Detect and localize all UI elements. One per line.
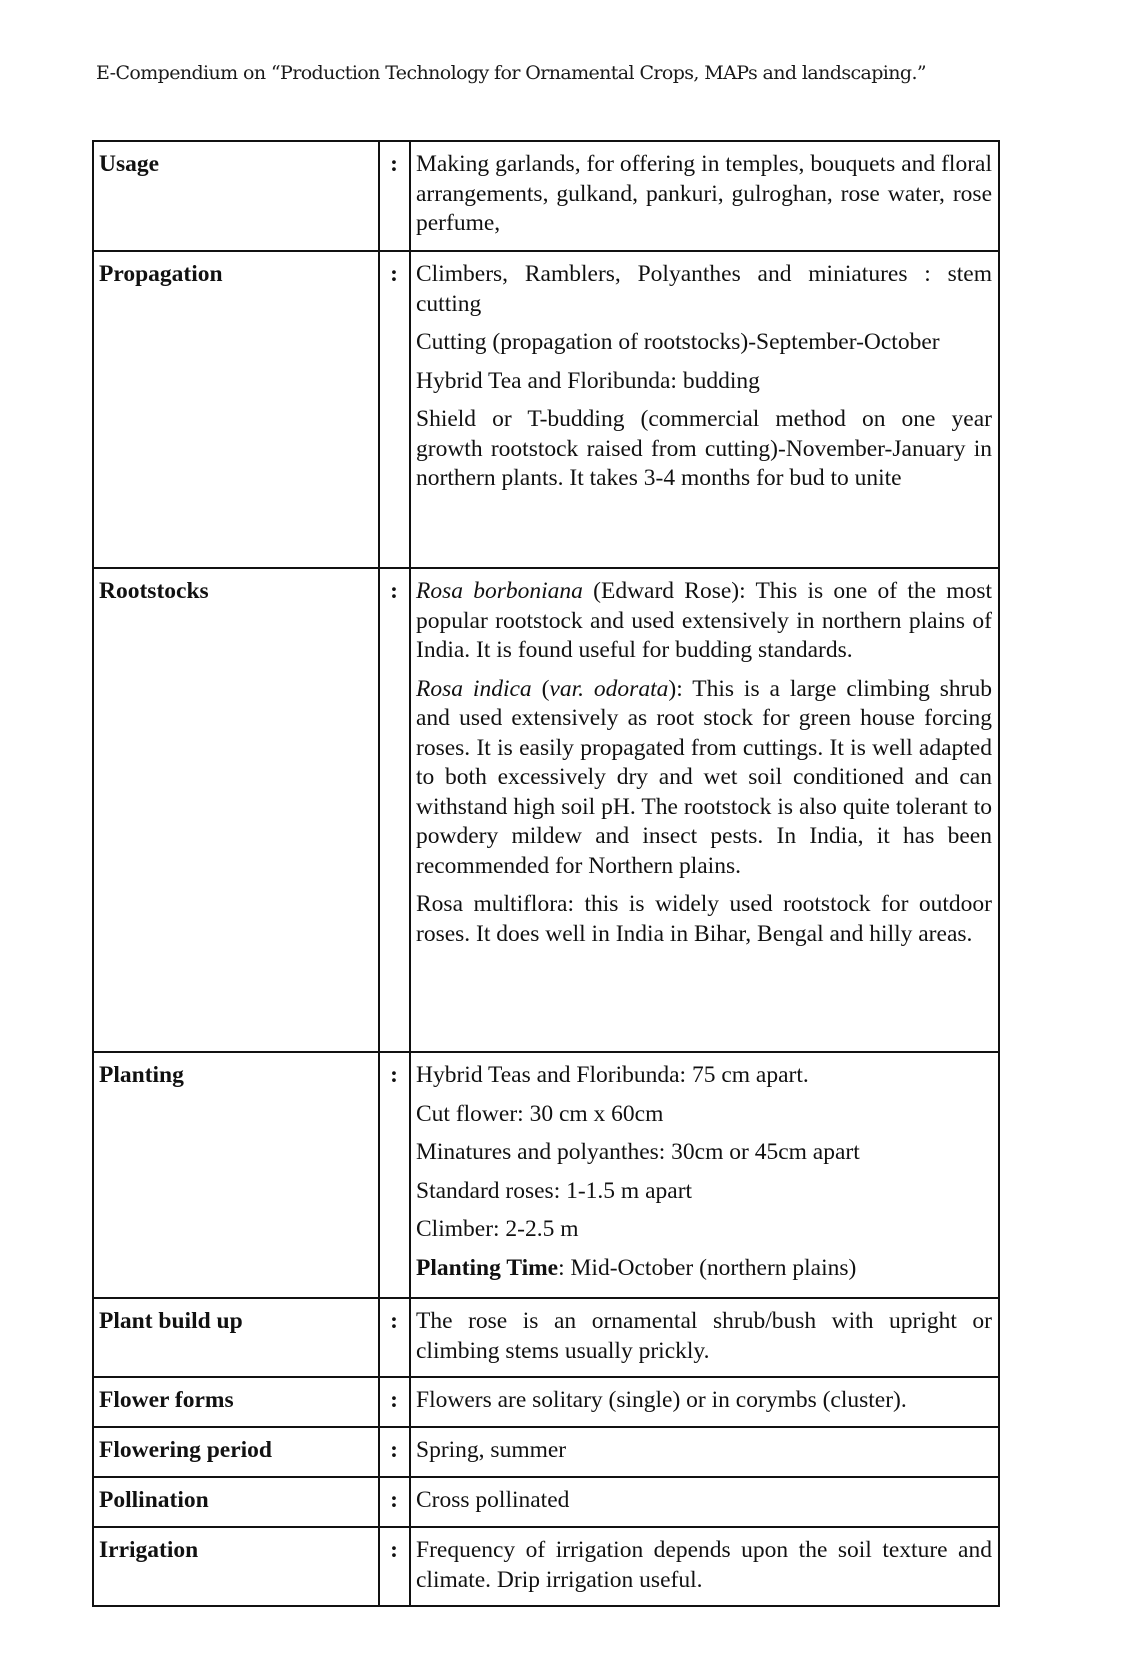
row-value xyxy=(410,1477,999,1527)
value-paragraph: Making garlands, for offering in temples, bouquets and floral arrangements, gulkand, pankuri, gulroghan, rose water, rose perfume, xyxy=(416,151,992,236)
row-label: Propagation xyxy=(93,251,379,568)
row-label: Usage xyxy=(93,141,379,251)
species-name: Rosa borboniana xyxy=(416,578,583,604)
value-paragraph: Minatures and polyanthes: 30cm or 45cm apart xyxy=(416,1139,860,1165)
value-paragraph: Shield or T-budding (commercial method on one year growth rootstock raised from cutting)-November-January in northern plants. It takes 3-4 months for bud to unite xyxy=(416,406,992,491)
value-paragraph: Cut flower: 30 cm x 60cm xyxy=(416,1100,664,1127)
planting-time-value: : Mid-October (northern plains) xyxy=(558,1254,857,1281)
table-row-flower-forms xyxy=(93,1377,999,1427)
rootstock-description: ): This is a large climbing shrub and used extensively as root stock for green house forcing roses. It is easily propagated from cuttings. It is well adapted to both excessively dry and wet soil conditioned and can withstand high soil pH. The rootstock is also quite tolerant to powdery mildew and insect pests. In India, it has been recommended for Northern plains. xyxy=(416,675,993,879)
row-separator: : xyxy=(379,1298,410,1377)
table-row-irrigation xyxy=(93,1527,999,1606)
row-label: Planting xyxy=(93,1052,379,1298)
row-label: Irrigation xyxy=(93,1527,379,1606)
table-row-flowering-period xyxy=(93,1427,999,1477)
row-separator: : xyxy=(379,568,410,1052)
row-value xyxy=(410,1298,999,1377)
paren-text: ( xyxy=(531,675,550,702)
row-label: Pollination xyxy=(93,1477,379,1527)
row-label: Plant build up xyxy=(93,1298,379,1377)
variety-name: var. odorata xyxy=(549,675,669,702)
value-paragraph: Climbers, Ramblers, Polyanthes and miniatures : stem cutting xyxy=(416,261,992,317)
row-value xyxy=(410,568,999,1052)
row-separator: : xyxy=(379,1377,410,1427)
row-value xyxy=(410,1527,999,1606)
table-row-propagation xyxy=(93,251,999,568)
table-row-pollination xyxy=(93,1477,999,1527)
species-name: Rosa indica xyxy=(416,675,532,702)
row-value xyxy=(410,1377,999,1427)
page-header-title: E-Compendium on “Production Technology for Ornamental Crops, MAPs and landscaping.” xyxy=(96,62,927,84)
row-separator: : xyxy=(379,1427,410,1477)
row-value xyxy=(410,1052,999,1298)
rootstock-entry xyxy=(416,577,992,666)
row-separator: : xyxy=(379,1527,410,1606)
value-paragraph: Cross pollinated xyxy=(416,1487,570,1513)
row-value xyxy=(410,141,999,251)
rootstock-entry xyxy=(416,675,992,882)
row-separator: : xyxy=(379,251,410,568)
planting-time xyxy=(416,1254,992,1284)
table-row-plant-build-up xyxy=(93,1298,999,1377)
value-paragraph: Climber: 2-2.5 m xyxy=(416,1216,579,1242)
table-row-rootstocks xyxy=(93,568,999,1052)
row-value xyxy=(410,251,999,568)
row-value xyxy=(410,1427,999,1477)
value-paragraph: Hybrid Tea and Floribunda: budding xyxy=(416,367,760,394)
row-separator: : xyxy=(379,141,410,251)
table-row-usage xyxy=(93,141,999,251)
row-separator: : xyxy=(379,1477,410,1527)
row-label: Flowering period xyxy=(93,1427,379,1477)
value-paragraph: Spring, summer xyxy=(416,1437,567,1463)
value-paragraph: Frequency of irrigation depends upon the soil texture and climate. Drip irrigation useful. xyxy=(416,1537,992,1593)
row-separator: : xyxy=(379,1052,410,1298)
rootstock-description: Rosa multiflora: this is widely used rootstock for outdoor roses. It does well in India in Bihar, Bengal and hilly areas. xyxy=(416,891,992,947)
table-row-planting xyxy=(93,1052,999,1298)
row-label: Flower forms xyxy=(93,1377,379,1427)
value-paragraph: Standard roses: 1-1.5 m apart xyxy=(416,1177,693,1204)
planting-time-label: Planting Time xyxy=(416,1254,559,1281)
value-paragraph: Flowers are solitary (single) or in corymbs (cluster). xyxy=(416,1387,907,1413)
value-paragraph: Cutting (propagation of rootstocks)-September-October xyxy=(416,329,940,355)
rootstock-entry xyxy=(416,890,992,949)
value-paragraph: Hybrid Teas and Floribunda: 75 cm apart. xyxy=(416,1062,809,1088)
row-label: Rootstocks xyxy=(93,568,379,1052)
rootstock-description: (Edward Rose): This is one of the most popular rootstock and used extensively in northern plains of India. It is found useful for budding standards. xyxy=(416,578,992,663)
value-paragraph: The rose is an ornamental shrub/bush with upright or climbing stems usually prickly. xyxy=(416,1308,992,1364)
rose-cultivation-table xyxy=(92,140,1000,1607)
